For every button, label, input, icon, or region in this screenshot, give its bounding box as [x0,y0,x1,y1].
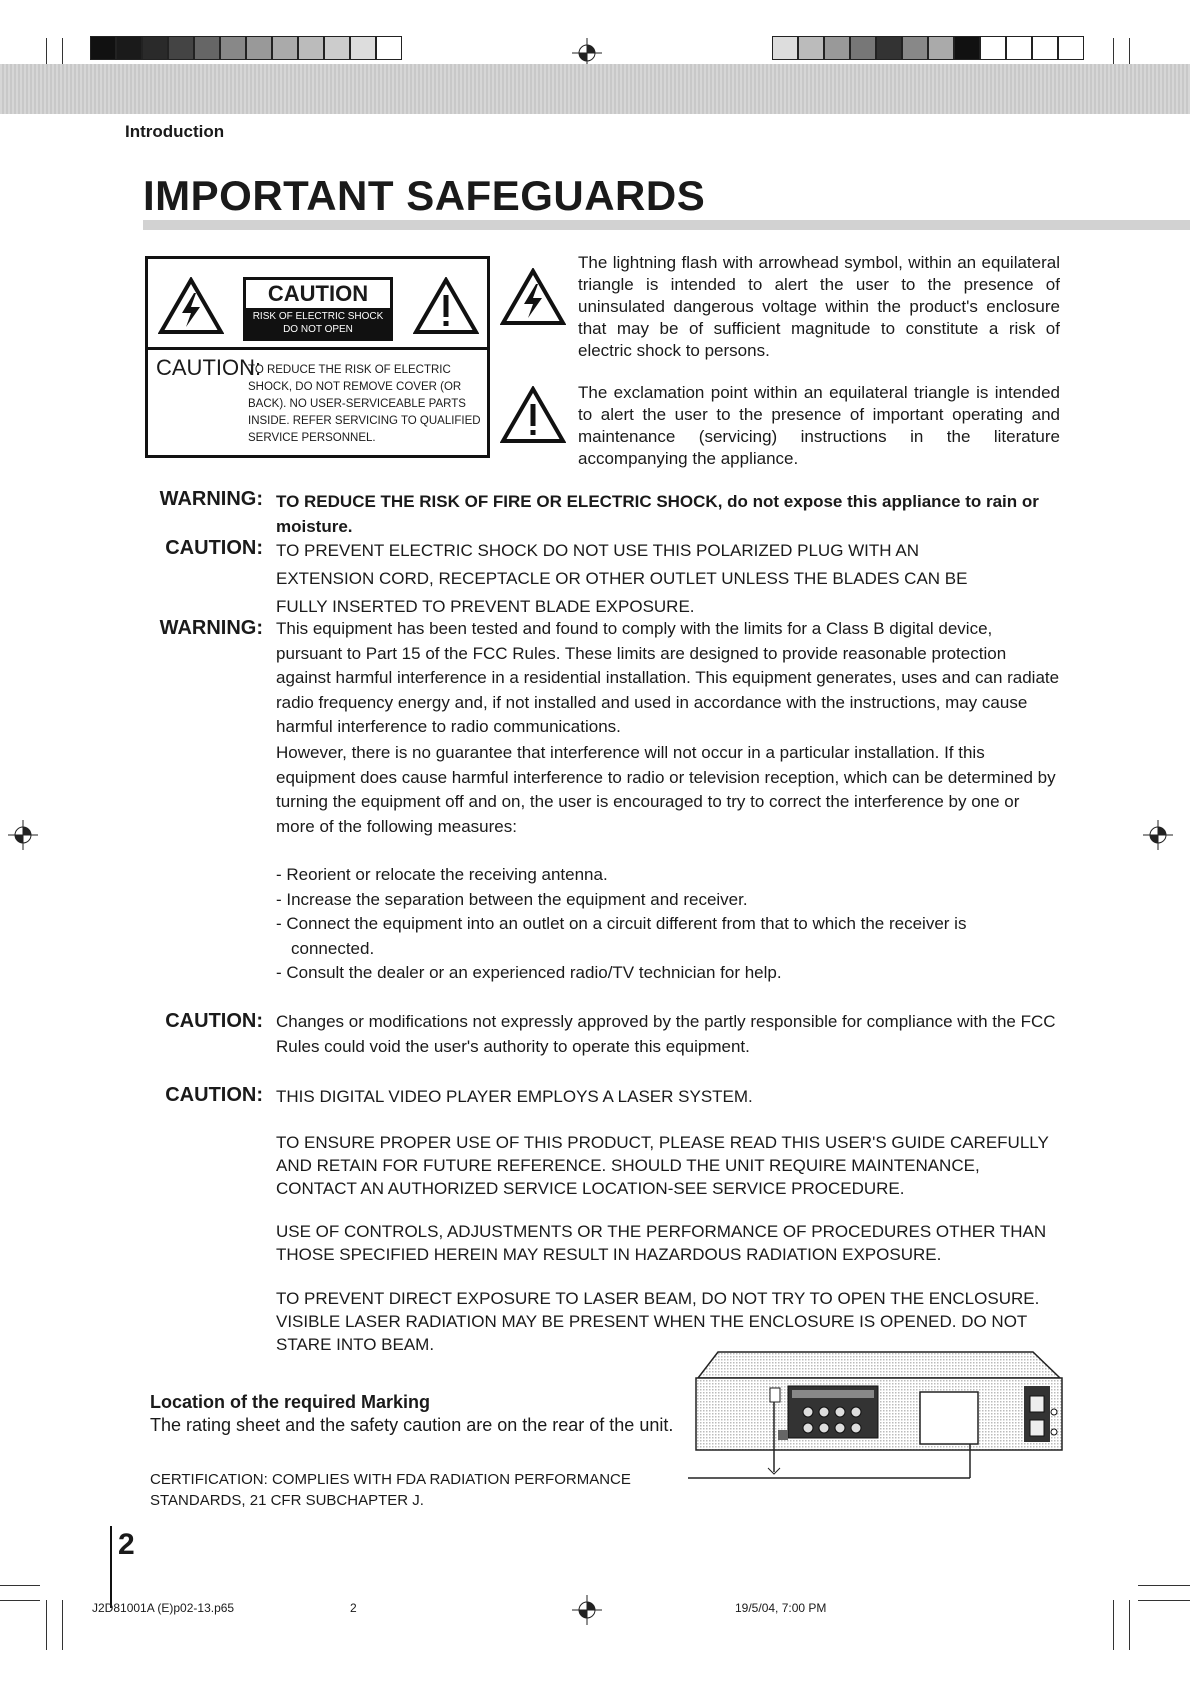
page-number: 2 [118,1528,135,1561]
caution2-heading: CAUTION: [165,1010,263,1032]
exclamation-symbol-text: The exclamation point within an equilateral triangle is intended to alert the user to the presence of important operating and maintenance (servicing) instructions in the literature accompanying the appliance. [578,383,1060,468]
warning1-heading: WARNING: [159,488,263,510]
registration-target-icon [572,1595,602,1625]
exclamation-warning-icon [413,277,479,335]
lightning-symbol-text: The lightning flash with arrowhead symbol, within an equilateral triangle is intended to alert the user to the presence of uninsulated dangerous voltage within the product's enclosure that may be of sufficient magnitude to constitute a risk of electric shock to persons. [578,253,1060,360]
page-title: IMPORTANT SAFEGUARDS [143,172,706,219]
caution-label-line2: DO NOT OPEN [283,324,353,335]
crop-mark [0,1585,40,1586]
title-underline [143,220,1190,230]
warning2-heading: WARNING: [159,617,263,639]
caution3-paragraph3: USE OF CONTROLS, ADJUSTMENTS OR THE PERFORMANCE OF PROCEDURES OTHER THAN THOSE SPECIFIED HEREIN MAY RESULT IN HAZARDOUS RADIATION EXPOSURE. [276,1222,1047,1264]
lightning-warning-icon [158,277,224,335]
caution3-heading: CAUTION: [165,1084,263,1106]
caution2-text: Changes or modifications not expressly approved by the partly responsible for compliance with the FCC Rules could void the user's authority to operate this equipment. [276,1012,1056,1056]
player-rear-panel-illustration [688,1350,1068,1482]
location-text: The rating sheet and the safety caution are on the rear of the unit. [150,1415,674,1435]
lightning-symbol-icon [500,268,566,326]
crop-mark [62,1600,63,1650]
footer-page: 2 [350,1601,357,1615]
color-bar-right [772,36,1084,62]
footer-file: J2D81001A (E)p02-13.p65 [92,1601,235,1615]
caution1-text: TO PREVENT ELECTRIC SHOCK DO NOT USE THIS POLARIZED PLUG WITH AN EXTENSION CORD, RECEPTACLE OR OTHER OUTLET UNLESS THE BLADES CAN BE FULLY INSERTED TO PREVENT BLADE EXPOSURE. [276,541,968,616]
registration-target-icon [8,820,38,850]
caution-label-line1: RISK OF ELECTRIC SHOCK [252,311,384,322]
color-bar-left [90,36,402,62]
list-item: - Connect the equipment into an outlet on a circuit different from that to which the receiver is connected. [276,914,967,958]
crop-mark [0,1600,40,1601]
section-label: Introduction [125,122,225,141]
warning2-paragraph1: This equipment has been tested and found to comply with the limits for a Class B digital device, pursuant to Part 15 of the FCC Rules. These limits are designed to provide reasonable protection against harmful interference in a residential installation. This equipment generates, uses and can radiate radio frequency energy and, if not installed and used in accordance with the instructions, may cause harmful interference to radio communications. [276,619,1060,736]
caution1-heading: CAUTION: [165,537,263,559]
crop-mark [46,1600,47,1650]
warning1-text: TO REDUCE THE RISK OF FIRE OR ELECTRIC SHOCK, do not expose this appliance to rain or moisture. [276,492,1039,536]
crop-mark [1113,1600,1114,1650]
registration-target-icon [1143,820,1173,850]
list-item: - Consult the dealer or an experienced radio/TV technician for help. [276,963,782,982]
footer-date: 19/5/04, 7:00 PM [735,1601,827,1615]
list-item: - Reorient or relocate the receiving antenna. [276,865,608,884]
caution-label-title: CAUTION [267,281,369,306]
caution-box-text: TO REDUCE THE RISK OF ELECTRIC SHOCK, DO NOT REMOVE COVER (OR BACK). NO USER-SERVICEABLE PARTS INSIDE. REFER SERVICING TO QUALIFIED SERVICE PERSONNEL. [248,364,481,444]
list-item: - Increase the separation between the equipment and receiver. [276,890,748,909]
caution3-paragraph2: TO ENSURE PROPER USE OF THIS PRODUCT, PLEASE READ THIS USER'S GUIDE CAREFULLY AND RETAIN FOR FUTURE REFERENCE. SHOULD THE UNIT REQUIRE MAINTENANCE, CONTACT AN AUTHORIZED SERVICE LOCATION-SEE SERVICE PROCEDURE. [276,1133,1049,1198]
warning2-paragraph2: However, there is no guarantee that interference will not occur in a particular installation. If this equipment does cause harmful interference to radio or television reception, which can be determined by turning the equipment off and on, the user is encouraged to try to correct the interference by one or more of the following measures: [276,743,1056,836]
location-title: Location of the required Marking [150,1392,431,1412]
caution-box-heading: CAUTION: [156,355,262,380]
crop-mark [1138,1600,1190,1601]
caution-box [145,256,490,458]
crop-mark [1138,1585,1190,1586]
certification-text: CERTIFICATION: COMPLIES WITH FDA RADIATION PERFORMANCE STANDARDS, 21 CFR SUBCHAPTER J. [150,1471,631,1509]
caution3-paragraph1: THIS DIGITAL VIDEO PLAYER EMPLOYS A LASER SYSTEM. [276,1087,753,1106]
page-number-rule [110,1526,112,1608]
header-band [0,64,1190,114]
crop-mark [1129,1600,1130,1650]
exclamation-symbol-icon [500,386,566,444]
caution-box-top [148,259,487,350]
caution-label [243,277,393,341]
caution3-paragraph4: TO PREVENT DIRECT EXPOSURE TO LASER BEAM, DO NOT TRY TO OPEN THE ENCLOSURE. VISIBLE LASER RADIATION MAY BE PRESENT WHEN THE ENCLOSURE IS OPENED. DO NOT STARE INTO BEAM. [276,1289,1040,1354]
